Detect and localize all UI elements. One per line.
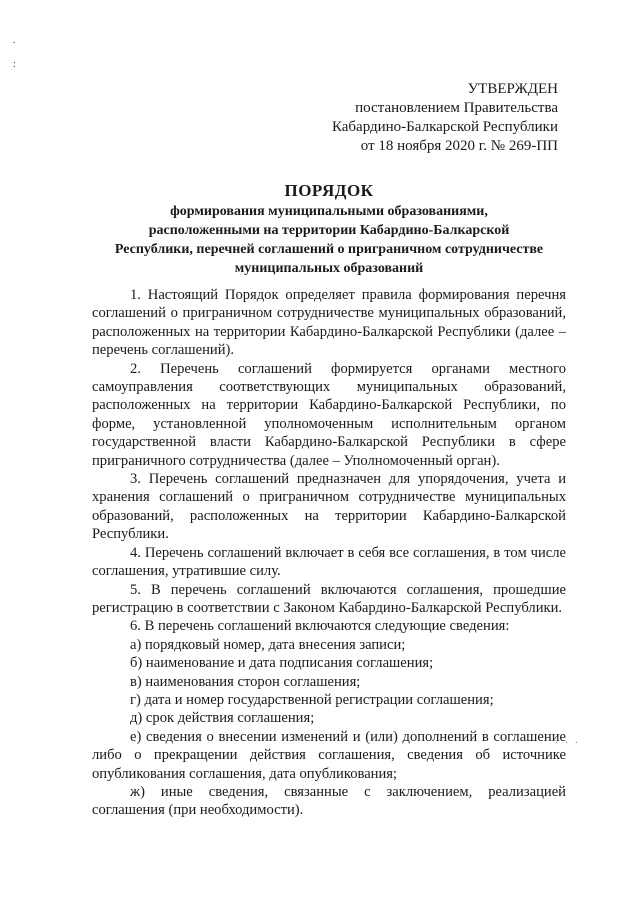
list-item: г) дата и номер государственной регистрации соглашения; — [130, 691, 494, 708]
title-subtitle-line: муниципальных образований — [234, 261, 424, 276]
document-title — [92, 180, 566, 278]
title-subtitle-line: расположенными на территории Кабардино-Балкарской — [148, 223, 510, 238]
list-item: е) сведения о внесении изменений и (или) дополнений в соглашение либо о прекращении действия соглашения, сведения об источнике опубликования соглашения, дата опубликования; — [92, 728, 566, 782]
margin-mark: : — [13, 59, 16, 70]
margin-mark: . — [13, 35, 16, 46]
title-subtitle-line: формирования муниципальными образованиями, — [170, 204, 488, 219]
paragraph: 1. Настоящий Порядок определяет правила формирования перечня соглашений о приграничном сотрудничестве муниципальных образований, расположенных на территории Кабардино-Балкарской Республики (далее – перечень соглашений). — [92, 287, 566, 359]
paragraph: 3. Перечень соглашений предназначен для упорядочения, учета и хранения соглашений о приграничном сотрудничестве муниципальных образований, расположенных на территории Кабардино-Балкарской Республики. — [92, 471, 566, 543]
list-item: д) срок действия соглашения; — [130, 710, 315, 727]
paragraph: 2. Перечень соглашений формируется органами местного самоуправления соответствующих муниципальных образований, расположенных на территории Кабардино-Балкарской Республики, по форме, установленной уполномоченным исполнительным органом государственной власти Кабардино-Балкарской Республики в сфере приграничного сотрудничества (далее – Уполномоченный орган). — [92, 360, 566, 469]
list-item: ж) иные сведения, связанные с заключением, реализацией соглашения (при необходимости). — [92, 783, 566, 819]
paragraph: 4. Перечень соглашений включает в себя все соглашения, в том числе соглашения, утратившие силу. — [92, 544, 566, 580]
title-heading: ПОРЯДОК — [284, 181, 374, 200]
list-item: в) наименования сторон соглашения; — [130, 673, 361, 690]
title-subtitle-line: Республики, перечней соглашений о приграничном сотрудничестве — [114, 242, 544, 257]
approval-stamp — [300, 80, 558, 156]
paragraph: 5. В перечень соглашений включаются соглашения, прошедшие регистрацию в соответствии с Законом Кабардино-Балкарской Республики. — [92, 581, 566, 616]
approval-line: постановлением Правительства — [355, 100, 558, 116]
approval-line: от 18 ноября 2020 г. № 269-ПП — [360, 138, 558, 154]
margin-scribble: · · · — [555, 738, 580, 749]
list-item: б) наименование и дата подписания соглашения; — [130, 655, 434, 672]
list-item: а) порядковый номер, дата внесения записи; — [130, 636, 406, 653]
approval-line: УТВЕРЖДЕН — [467, 81, 558, 97]
paragraph: 6. В перечень соглашений включаются следующие сведения: — [130, 618, 510, 635]
approval-line: Кабардино-Балкарской Республики — [331, 119, 558, 135]
document-body — [92, 286, 566, 820]
